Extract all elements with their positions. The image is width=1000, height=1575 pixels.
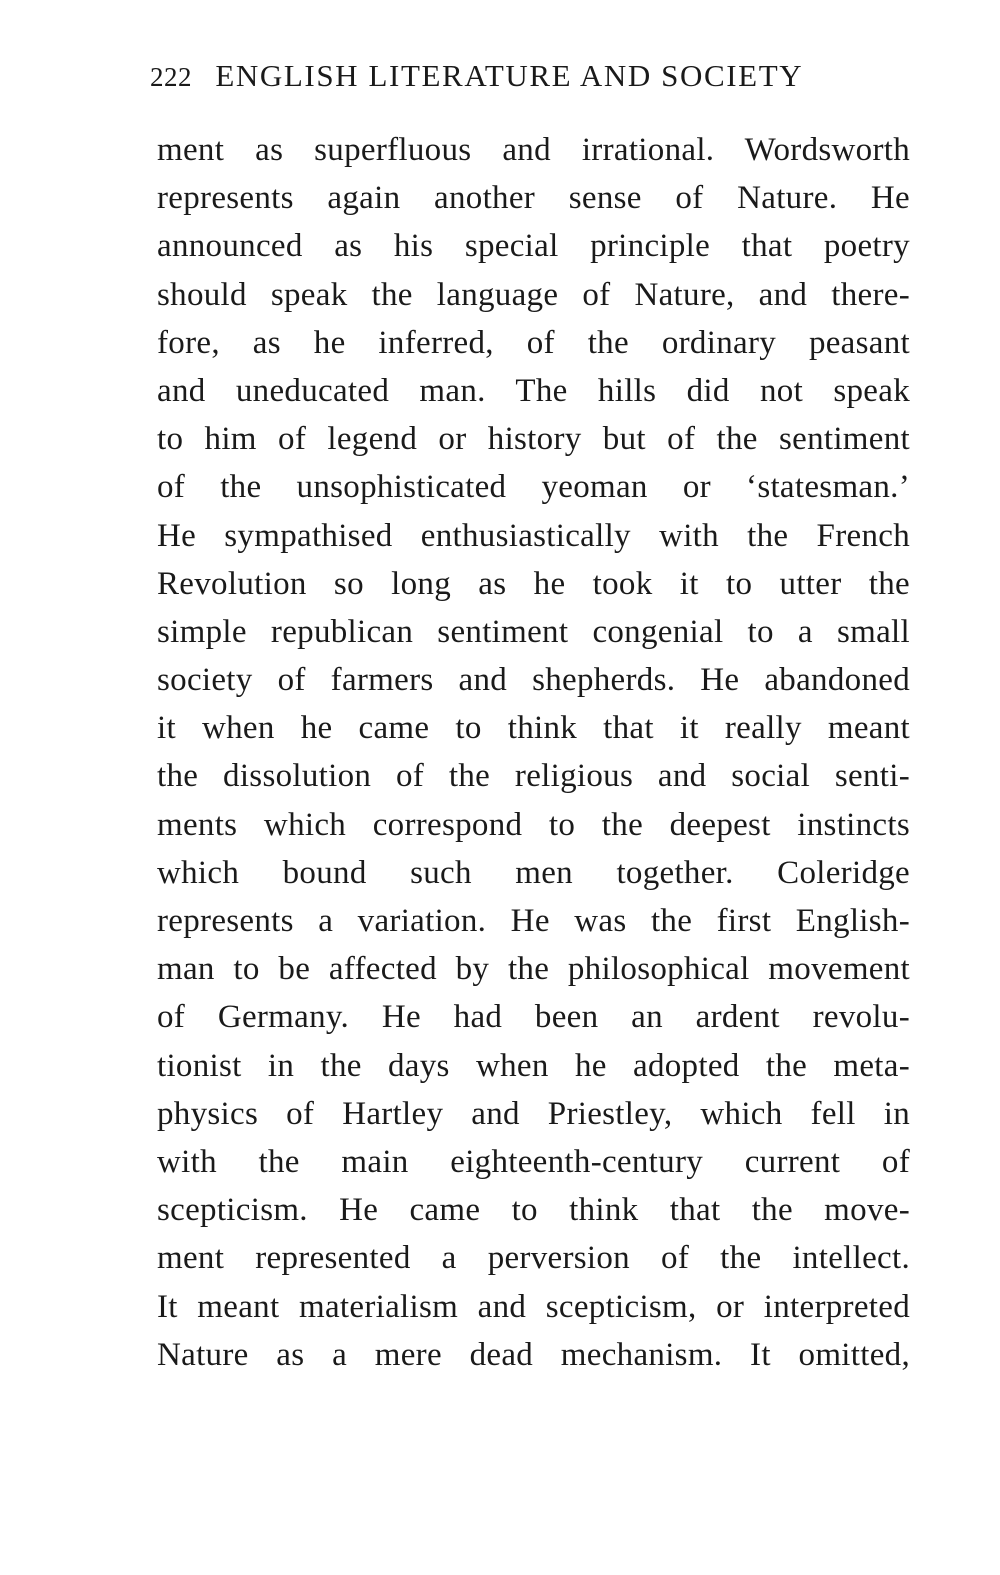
text-line: represents again another sense of Nature. He [157, 180, 910, 217]
text-line: announced as his special principle that poetry [157, 228, 910, 265]
running-head [150, 58, 910, 102]
text-line: of Germany. He had been an ardent revolu- [157, 999, 910, 1036]
text-line: scepticism. He came to think that the move- [157, 1192, 910, 1229]
text-line: and uneducated man. The hills did not speak [157, 372, 910, 409]
text-line: fore, as he inferred, of the ordinary peasant [157, 324, 910, 361]
running-head-title: ENGLISH LITERATURE AND SOCIETY [215, 58, 804, 93]
text-line: He sympathised enthusiastically with the French [157, 517, 910, 554]
text-line: ments which correspond to the deepest instincts [157, 806, 910, 843]
text-line: ment represented a perversion of the intellect. [157, 1240, 910, 1277]
text-line: with the main eighteenth-century current of [157, 1143, 910, 1180]
text-line: Nature as a mere dead mechanism. It omitted, [157, 1336, 910, 1373]
body-paragraph [157, 126, 910, 1379]
text-line: represents a variation. He was the first English- [157, 903, 910, 939]
text-line: simple republican sentiment congenial to a small [157, 613, 910, 650]
text-line: it when he came to think that it really meant [157, 710, 910, 747]
page-number: 222 [150, 62, 192, 92]
text-line: Revolution so long as he took it to utter the [157, 565, 910, 602]
text-line: the dissolution of the religious and social senti- [157, 758, 910, 795]
text-line: It meant materialism and scepticism, or interpreted [157, 1288, 910, 1325]
text-line: society of farmers and shepherds. He abandoned [157, 662, 910, 699]
text-line: to him of legend or history but of the sentiment [157, 421, 910, 458]
text-line: of the unsophisticated yeoman or ‘statesman.’ [157, 469, 910, 506]
text-line: which bound such men together. Coleridge [157, 854, 910, 891]
text-line: tionist in the days when he adopted the meta- [157, 1047, 910, 1084]
text-line: physics of Hartley and Priestley, which fell in [157, 1095, 910, 1132]
text-line: should speak the language of Nature, and there- [157, 276, 910, 313]
text-line: ment as superfluous and irrational. Wordsworth [157, 132, 910, 168]
text-line: man to be affected by the philosophical movement [157, 951, 910, 988]
